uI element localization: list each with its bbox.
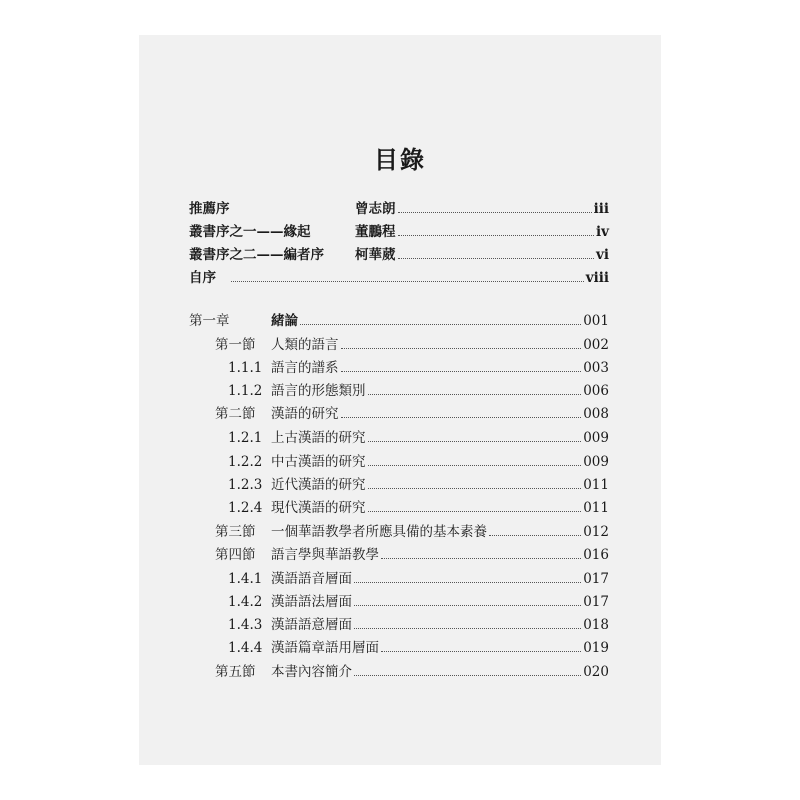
section-title: 本書內容簡介 — [271, 664, 352, 680]
toc-subsection-row — [228, 615, 609, 635]
subsection-title: 中古漢語的研究 — [271, 454, 366, 470]
leader-dots — [489, 535, 581, 536]
toc-front-label: 推薦序 — [189, 201, 230, 217]
toc-section-row — [215, 545, 609, 565]
section-title: 漢語的研究 — [271, 406, 339, 422]
leader-dots — [368, 441, 582, 442]
toc-front-page: viii — [585, 270, 609, 286]
leader-dots — [354, 675, 581, 676]
leader-dots — [368, 488, 582, 489]
toc-section-row — [215, 662, 609, 682]
toc-subsection-row — [228, 428, 609, 448]
book-page — [139, 35, 661, 765]
subsection-page: 009 — [583, 430, 609, 446]
subsection-page: 011 — [583, 500, 609, 516]
subsection-number: 1.4.4 — [228, 640, 263, 656]
toc-front-label: 叢書序之一——緣起 — [189, 224, 311, 240]
toc-front-row — [189, 222, 609, 242]
toc-subsection-row — [228, 452, 609, 472]
toc-front-label: 自序 — [189, 270, 216, 286]
chapter-title: 緒論 — [271, 313, 298, 329]
section-page: 012 — [583, 524, 609, 540]
subsection-number: 1.1.2 — [228, 383, 263, 399]
subsection-title: 漢語語法層面 — [271, 594, 352, 610]
chapter-number: 第一章 — [189, 313, 230, 329]
toc-front-author: 董鵬程 — [355, 224, 396, 240]
section-title: 語言學與華語教學 — [271, 547, 379, 563]
subsection-page: 017 — [583, 594, 609, 610]
toc-front-row — [189, 245, 609, 265]
toc-section-row — [215, 335, 609, 355]
subsection-number: 1.1.1 — [228, 360, 263, 376]
toc-front-label: 叢書序之二——編者序 — [189, 247, 324, 263]
toc-subsection-row — [228, 381, 609, 401]
subsection-number: 1.2.1 — [228, 430, 263, 446]
section-number: 第二節 — [215, 406, 256, 422]
leader-dots — [354, 605, 581, 606]
subsection-number: 1.2.3 — [228, 477, 263, 493]
toc-front-page: iv — [596, 224, 609, 240]
leader-dots — [231, 281, 584, 282]
section-page: 008 — [583, 406, 609, 422]
toc-front-row — [189, 268, 609, 288]
section-title: 一個華語教學者所應具備的基本素養 — [271, 524, 487, 540]
leader-dots — [368, 465, 582, 466]
subsection-page: 017 — [583, 571, 609, 587]
toc-front-row — [189, 199, 609, 219]
section-page: 020 — [583, 664, 609, 680]
subsection-page: 003 — [583, 360, 609, 376]
subsection-title: 漢語語意層面 — [271, 617, 352, 633]
section-number: 第四節 — [215, 547, 256, 563]
subsection-page: 006 — [583, 383, 609, 399]
subsection-number: 1.4.1 — [228, 571, 263, 587]
toc-front-author: 曾志朗 — [355, 201, 396, 217]
subsection-page: 009 — [583, 454, 609, 470]
leader-dots — [368, 394, 582, 395]
leader-dots — [341, 417, 582, 418]
toc-section-row — [215, 404, 609, 424]
leader-dots — [368, 511, 582, 512]
leader-dots — [341, 348, 582, 349]
subsection-title: 語言的譜系 — [271, 360, 339, 376]
leader-dots — [354, 628, 581, 629]
subsection-title: 上古漢語的研究 — [271, 430, 366, 446]
leader-dots — [398, 235, 595, 236]
leader-dots — [354, 582, 581, 583]
toc-subsection-row — [228, 592, 609, 612]
chapter-page: 001 — [583, 313, 609, 329]
leader-dots — [341, 371, 582, 372]
subsection-number: 1.4.2 — [228, 594, 263, 610]
subsection-title: 現代漢語的研究 — [271, 500, 366, 516]
section-number: 第一節 — [215, 337, 256, 353]
subsection-title: 漢語語音層面 — [271, 571, 352, 587]
subsection-number: 1.4.3 — [228, 617, 263, 633]
leader-dots — [300, 324, 581, 325]
toc-subsection-row — [228, 358, 609, 378]
toc-front-author: 柯華葳 — [355, 247, 396, 263]
section-number: 第五節 — [215, 664, 256, 680]
subsection-page: 011 — [583, 477, 609, 493]
section-page: 002 — [583, 337, 609, 353]
toc-section-row — [215, 522, 609, 542]
leader-dots — [398, 212, 592, 213]
subsection-title: 近代漢語的研究 — [271, 477, 366, 493]
subsection-number: 1.2.2 — [228, 454, 263, 470]
toc-subsection-row — [228, 569, 609, 589]
toc-front-page: iii — [593, 201, 609, 217]
subsection-title: 漢語篇章語用層面 — [271, 640, 379, 656]
section-title: 人類的語言 — [271, 337, 339, 353]
section-page: 016 — [583, 547, 609, 563]
toc-title: 目錄 — [374, 145, 426, 174]
toc-subsection-row — [228, 475, 609, 495]
leader-dots — [381, 651, 581, 652]
leader-dots — [398, 258, 595, 259]
section-number: 第三節 — [215, 524, 256, 540]
leader-dots — [381, 558, 581, 559]
subsection-page: 018 — [583, 617, 609, 633]
toc-subsection-row — [228, 498, 609, 518]
subsection-title: 語言的形態類別 — [271, 383, 366, 399]
toc-front-page: vi — [596, 247, 609, 263]
toc-subsection-row — [228, 638, 609, 658]
toc-chapter-row — [189, 311, 609, 331]
subsection-page: 019 — [583, 640, 609, 656]
subsection-number: 1.2.4 — [228, 500, 263, 516]
